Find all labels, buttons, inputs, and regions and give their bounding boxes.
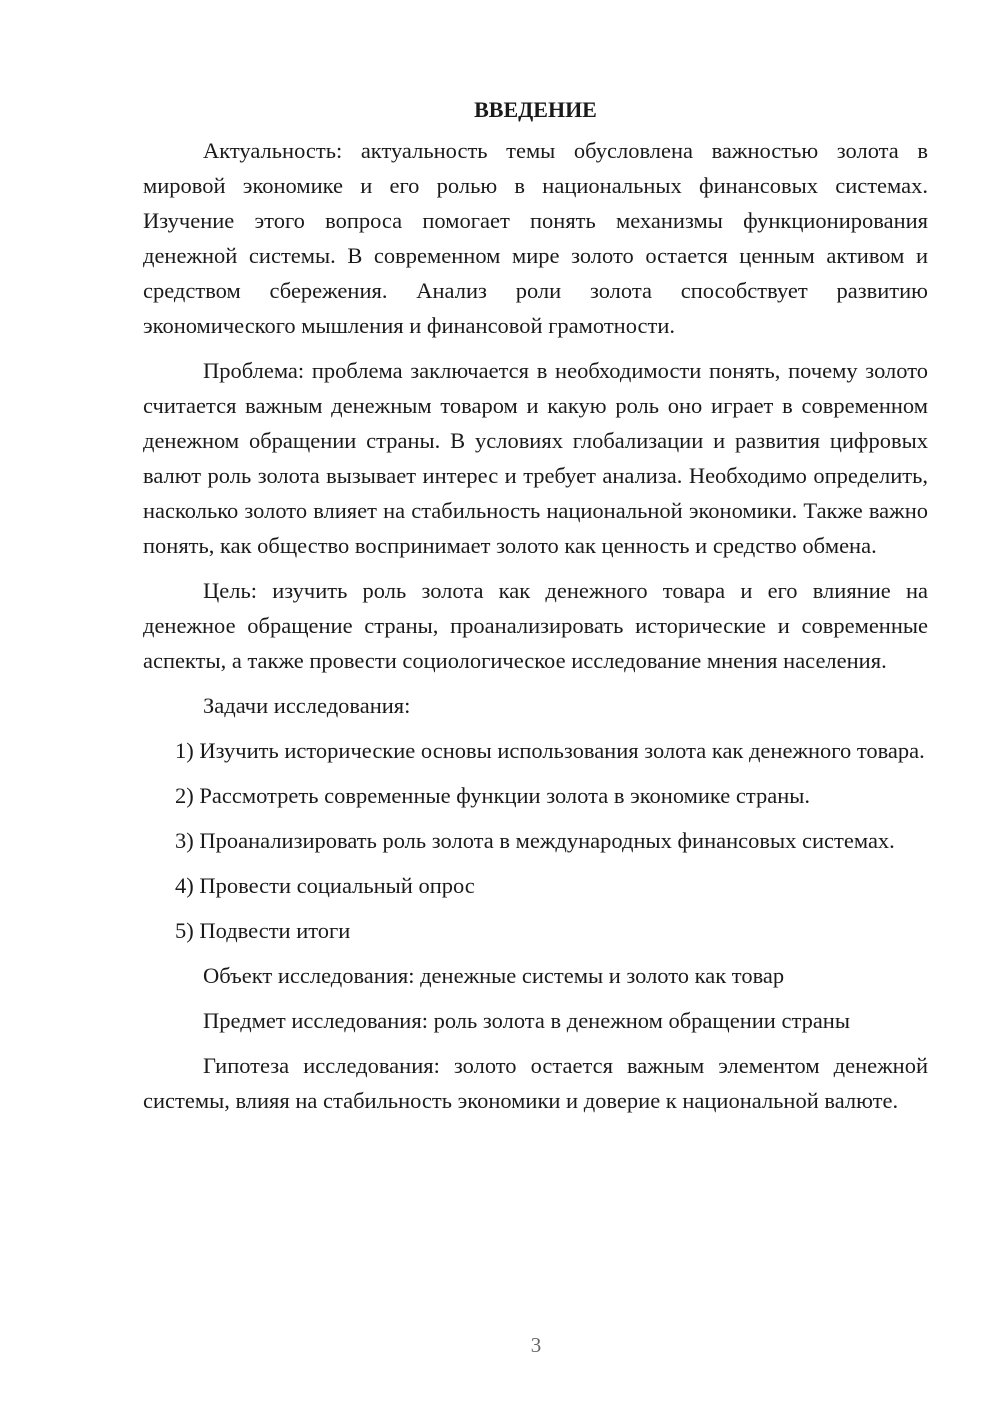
task-item: 1) Изучить исторические основы использования золота как денежного товара.	[175, 738, 925, 763]
page-number: 3	[530, 1333, 542, 1357]
task-item: 2) Рассмотреть современные функции золота в экономике страны.	[175, 783, 811, 808]
task-item: 3) Проанализировать роль золота в международных финансовых системах.	[175, 828, 895, 853]
task-item: 5) Подвести итоги	[175, 918, 351, 943]
subject-paragraph: Предмет исследования: роль золота в денежном обращении страны	[203, 1008, 850, 1033]
tasks-list	[143, 733, 928, 948]
problem-paragraph: Проблема: проблема заключается в необходимости понять, почему золото считается важным денежным товаром и какую роль оно играет в современном денежном обращении страны. В условиях глобализации и развития цифровых валют роль золота вызывает интерес и требует анализа. Необходимо определить, насколько золото влияет на стабильность национальной экономики. Также важно понять, как общество воспринимает золото как ценность и средство обмена.	[143, 358, 928, 558]
document-body	[143, 95, 928, 1128]
section-heading: ВВЕДЕНИЕ	[474, 97, 597, 122]
tasks-heading: Задачи исследования:	[203, 693, 411, 718]
hypothesis-paragraph: Гипотеза исследования: золото остается важным элементом денежной системы, влияя на стабильность экономики и доверие к национальной валюте.	[143, 1053, 928, 1113]
object-paragraph: Объект исследования: денежные системы и золото как товар	[203, 963, 785, 988]
task-item: 4) Провести социальный опрос	[175, 873, 475, 898]
relevance-paragraph: Актуальность: актуальность темы обусловлена важностью золота в мировой экономике и его ролью в национальных финансовых системах. Изучение этого вопроса помогает понять механизмы функционирования денежной системы. В современном мире золото остается ценным активом и средством сбережения. Анализ роли золота способствует развитию экономического мышления и финансовой грамотности.	[143, 138, 928, 338]
goal-paragraph: Цель: изучить роль золота как денежного товара и его влияние на денежное обращение страны, проанализировать исторические и современные аспекты, а также провести социологическое исследование мнения населения.	[143, 578, 928, 673]
